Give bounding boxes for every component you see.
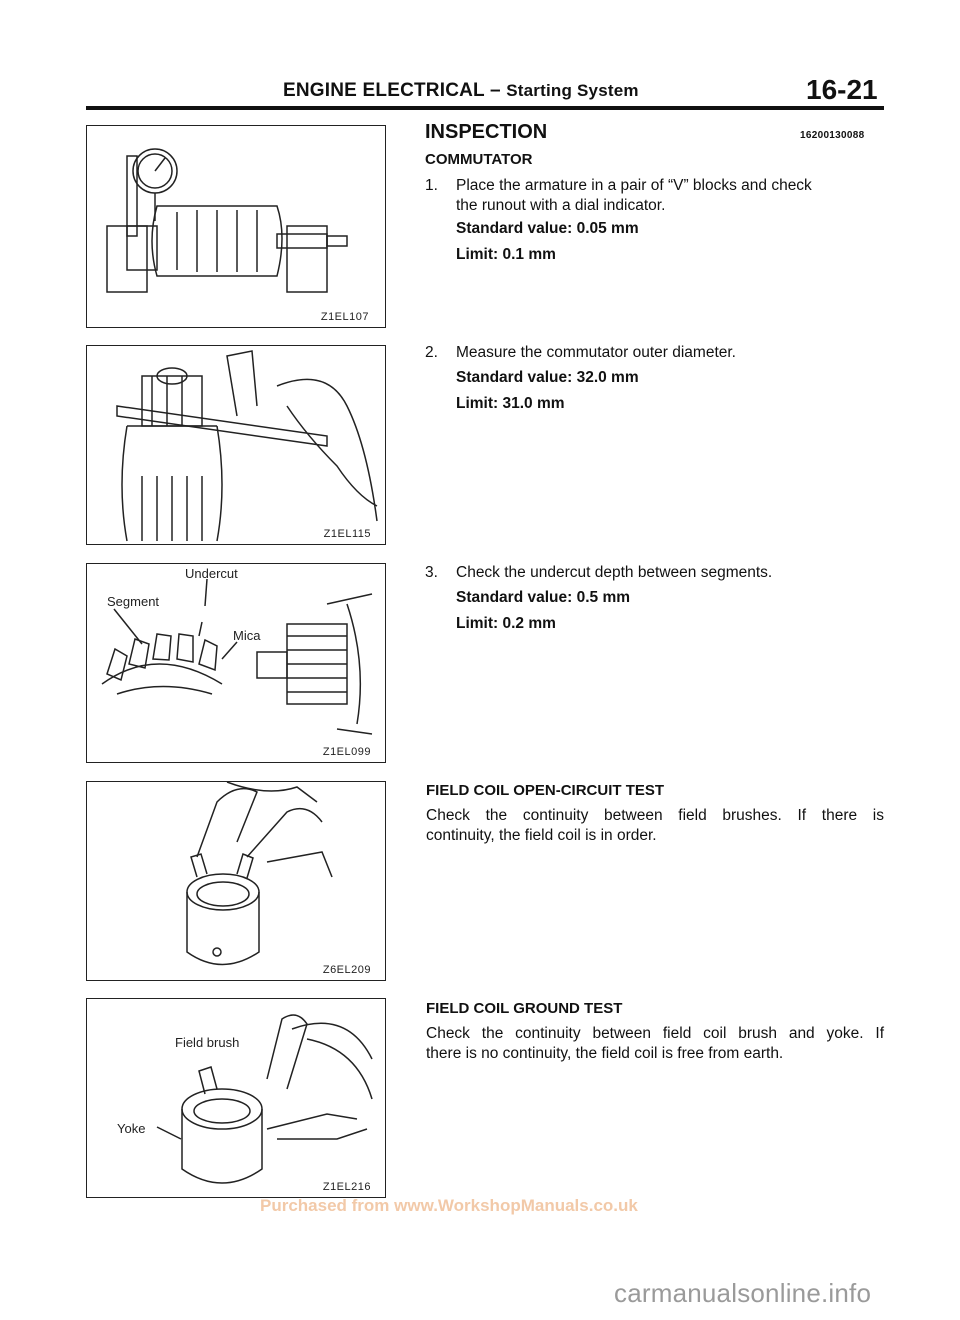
figure-code: Z6EL209 <box>322 964 371 976</box>
site-watermark: carmanualsonline.info <box>614 1278 872 1308</box>
figure-code: Z1EL216 <box>322 1181 371 1193</box>
step-2-standard-value: Standard value: 32.0 mm <box>456 369 639 386</box>
armature-runout-illustration <box>87 126 387 329</box>
figure-undercut <box>86 563 386 763</box>
segment-label: Segment <box>107 594 160 609</box>
section-name: ENGINE ELECTRICAL <box>283 80 485 101</box>
ground-test-text-line1: Check the continuity between field coil brush and yoke. If <box>426 1025 884 1042</box>
section-title <box>283 80 639 102</box>
figure-code: Z1EL099 <box>322 746 371 758</box>
undercut-label: Undercut <box>185 566 238 581</box>
step-3-standard-value: Standard value: 0.5 mm <box>456 589 631 606</box>
purchase-footer: Purchased from www.WorkshopManuals.co.uk <box>260 1196 638 1215</box>
ground-test-text-line2: there is no continuity, the field coil is free from earth. <box>426 1045 784 1062</box>
mica-label: Mica <box>233 628 261 643</box>
open-circuit-heading: FIELD COIL OPEN-CIRCUIT TEST <box>426 782 665 799</box>
step-1-number: 1. <box>425 177 438 194</box>
open-circuit-text-line1: Check the continuity between field brushes. If there is <box>426 807 884 824</box>
step-1-limit: Limit: 0.1 mm <box>456 246 556 263</box>
header-rule <box>86 106 884 110</box>
step-2-limit: Limit: 31.0 mm <box>456 395 565 412</box>
figure-armature-runout <box>86 125 386 328</box>
commutator-heading: COMMUTATOR <box>425 151 533 168</box>
subsection-name: Starting System <box>506 81 639 100</box>
open-circuit-text-line2: continuity, the field coil is in order. <box>426 827 657 844</box>
page-number: 16-21 <box>806 74 878 105</box>
field-brush-label: Field brush <box>175 1035 240 1050</box>
ground-test-heading: FIELD COIL GROUND TEST <box>426 1000 623 1017</box>
figure-code: Z1EL115 <box>323 528 371 540</box>
step-1-text-line2: the runout with a dial indicator. <box>456 197 666 214</box>
step-3-limit: Limit: 0.2 mm <box>456 615 556 632</box>
inspection-heading: INSPECTION <box>425 121 548 143</box>
step-2-text: Measure the commutator outer diameter. <box>456 344 736 361</box>
ground-test-illustration <box>87 999 387 1199</box>
figure-commutator-diameter <box>86 345 386 545</box>
step-2-number: 2. <box>425 344 438 361</box>
step-3-number: 3. <box>425 564 438 581</box>
figure-ground-test <box>86 998 386 1198</box>
title-dash: – <box>484 80 507 101</box>
commutator-diameter-illustration <box>87 346 387 546</box>
step-1-text-line1: Place the armature in a pair of “V” blocks and check <box>456 177 812 194</box>
figure-open-circuit-test <box>86 781 386 981</box>
open-circuit-illustration <box>87 782 387 982</box>
yoke-label: Yoke <box>117 1121 146 1136</box>
doc-number: 16200130088 <box>800 130 865 141</box>
step-3-text: Check the undercut depth between segments. <box>456 564 773 581</box>
figure-code: Z1EL107 <box>320 311 369 323</box>
step-1-standard-value: Standard value: 0.05 mm <box>456 220 639 237</box>
